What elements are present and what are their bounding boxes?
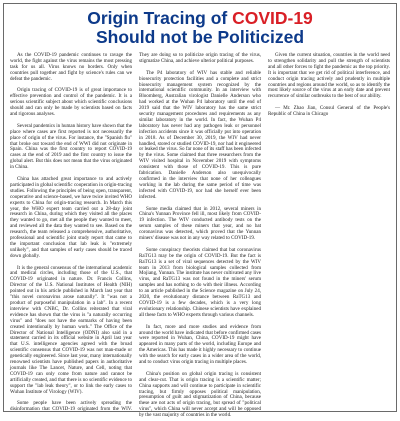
paragraph: Origin tracing of COVID-19 is of great importance to effective prevention and control of the pandemic. It is a serious scientific subject about which scientific conclusions should and can only be made by scientists based on facts and rigorous analyses. <box>10 87 132 118</box>
paragraph: Some conspiracy theorists claimed that bat coronavirus RaTG13 may be the origin of COVID-19. But the fact is RaTG13 is a set of viral sequences detected by the WIV team in 2013 from biological samples collected from Mojiang, Yunnan. The institute has never cultivated any live virus, and RaTG13 was not found in the miners' serum samples and has nothing to do with their illness. According to an article published in the Science magazine on July 24, 2020, the evolutionary distance between RaTG13 and COVID-19 is a few decades, which is a very long evolutionary relationship. Chinese scientists have explained all these facts to WHO experts through various channels. <box>139 246 261 318</box>
paragraph: China has attached great importance to and actively participated in global scientific cooperation in origin-tracing studies. Following the principles of being open, transparent, cooperative and science-based, we have twice invited WHO experts to China for origin-tracing research. In March this year, the WHO expert team carried out a 28-day joint research in China, during which they visited all the places they wanted to go, met all the people they wanted to meet, and reviewed all the data they wanted to see. Based on the research, the team released a comprehensive, authoritative, professional and scientific joint study report that came to the important conclusion that lab leak is "extremely unlikely", and that samples of early cases should be traced down globally. <box>10 175 132 259</box>
paragraph: China's position on global origin tracing is consistent and clear-cut. That is origin tracing is a scientific matter; China supports and will continue to participate in scientific tracing, but firmly opposes political manipulation, presumption of guilt and stigmatization of China, because these are not acts of origin tracing, but spread of "political virus", which China will never accept and will be opposed by the vast majority of countries in the world. <box>139 370 261 419</box>
headline <box>10 9 390 47</box>
article-page <box>3 3 397 419</box>
paragraph: Some media claimed that in 2012, several miners in China's Yunnan Province fell ill, most likely from COVID-19 infection. The WIV conducted antibody tests on the serum samples of these miners that year, and no bat coronavirus was detected, which proved that the Yunnan miners' disease was not in any way related to COVID-19. <box>139 205 261 242</box>
paragraph: In fact, more and more studies and evidence from around the world have indicated that before confirmed cases were reported in Wuhan, China, COVID-19 might have appeared in many parts of the world, including Europe and the Americas. This has made it highly necessary to continue with the search for early cases in a wider area of the world, and to conduct virus origin tracing in multiple places. <box>139 323 261 366</box>
paragraph: Several pandemics in human history have shown that the place where cases are first reported is not necessarily the place of origin of the virus. For instance, the "Spanish flu" that broke out toward the end of WWI did not originate in Spain. China was the first country to report COVID-19 cases at the end of 2019 and the first country to issue the global alert. But this does not mean that the virus originated in China. <box>10 122 132 171</box>
headline-highlight: COVID-19 <box>232 8 313 28</box>
paragraph: Some people have been actively spreading the disinformation that COVID-19 originated from the WIV. They are doing so to politicize origin tracing of the virus, stigmatize China, and achieve ulterior political purposes. <box>10 52 261 413</box>
headline-line2: Should not be Politicized <box>95 27 305 47</box>
paragraph: Given the current situation, countries in the world need to strengthen solidarity and pull the strength of scientists and all other forces to fight the pandemic as the top priority. It is important that we get rid of political interference, and conduct origin tracing actively and prudently in multiple countries and regions around the world, so as to identify the most likely source of the virus at an early date and prevent recurrence of similar outbreaks to the best of our ability. <box>268 52 390 100</box>
paragraph: It is the general consensus of the international academic and medical circles, including those of the U.S., that COVID-19 originated in nature. Dr. Francis Collins, Director of the U.S. National Institutes of Health (NIH) pointed out in his article published in March last year that "this novel coronavirus arose naturally". It "was not a product of purposeful manipulation in a lab". In a recent interview with CNBC, Dr. Collins reiterated that viral evidence has shown that the virus is "a naturally occurring virus" and "does not have the earmarks of having been created intentionally by human work." The Office of the Director of National Intelligence (ODNI) also said in a statement carried in its official website in April last year that U.S. intelligence agencies agreed with the broad scientific consensus that COVID-19 was not man-made or genetically engineered. Since last year, many internationally renowned scientists have published papers in authoritative journals like The Lancet, Nature, and Cell, noting that COVID-19 can only come from nature and cannot be artificially created, and that there is no scientific evidence to support the "lab leak theory", or to link the early cases to Wuhan Institute of Virology (WIV). <box>10 264 132 395</box>
article-body <box>10 53 390 421</box>
headline-prefix: Origin Tracing of <box>87 8 233 28</box>
paragraph: The P4 laboratory of WIV has stable and reliable biosecurity protection facilities and a complete and strict biosecurity management system recognized by the international scientific community. In an interview with Bloomberg, Australian virologist Danielle Anderson who had worked at the Wuhan P4 laboratory until the end of 2019 said that the WIV laboratory has the same strict security management procedures and requirements as any similar laboratory in the world. In fact, the Wuhan P4 laboratory has never had any pathogen leak or personnel infection accidents since it was officially put into operation in 2018. As of December 30, 2019, the WIV had never handled, stored or studied COVID-19, nor had it engineered or leaked the virus. So far none of its staff has been infected by the virus. Some claimed that three researchers from the WIV visited hospital in November 2019 with symptoms consistent with those of COVID-19. This is pure fabrication. Danielle Anderson also unequivocally confirmed in the interview that none of her colleagues working in the lab during the same period of time was infected with COVID-19, nor had she herself ever been infected. <box>139 69 261 200</box>
signature: — Mr. Zhao Jian, Consul General of the People's Republic of China in Chicago <box>268 105 390 118</box>
paragraph: As the COVID-19 pandemic continues to ravage the world, the fight against the virus remains the most pressing task for us all. Virus knows no borders. Only when countries pull together and fight by science's rules can we defeat the pandemic. <box>10 52 132 82</box>
